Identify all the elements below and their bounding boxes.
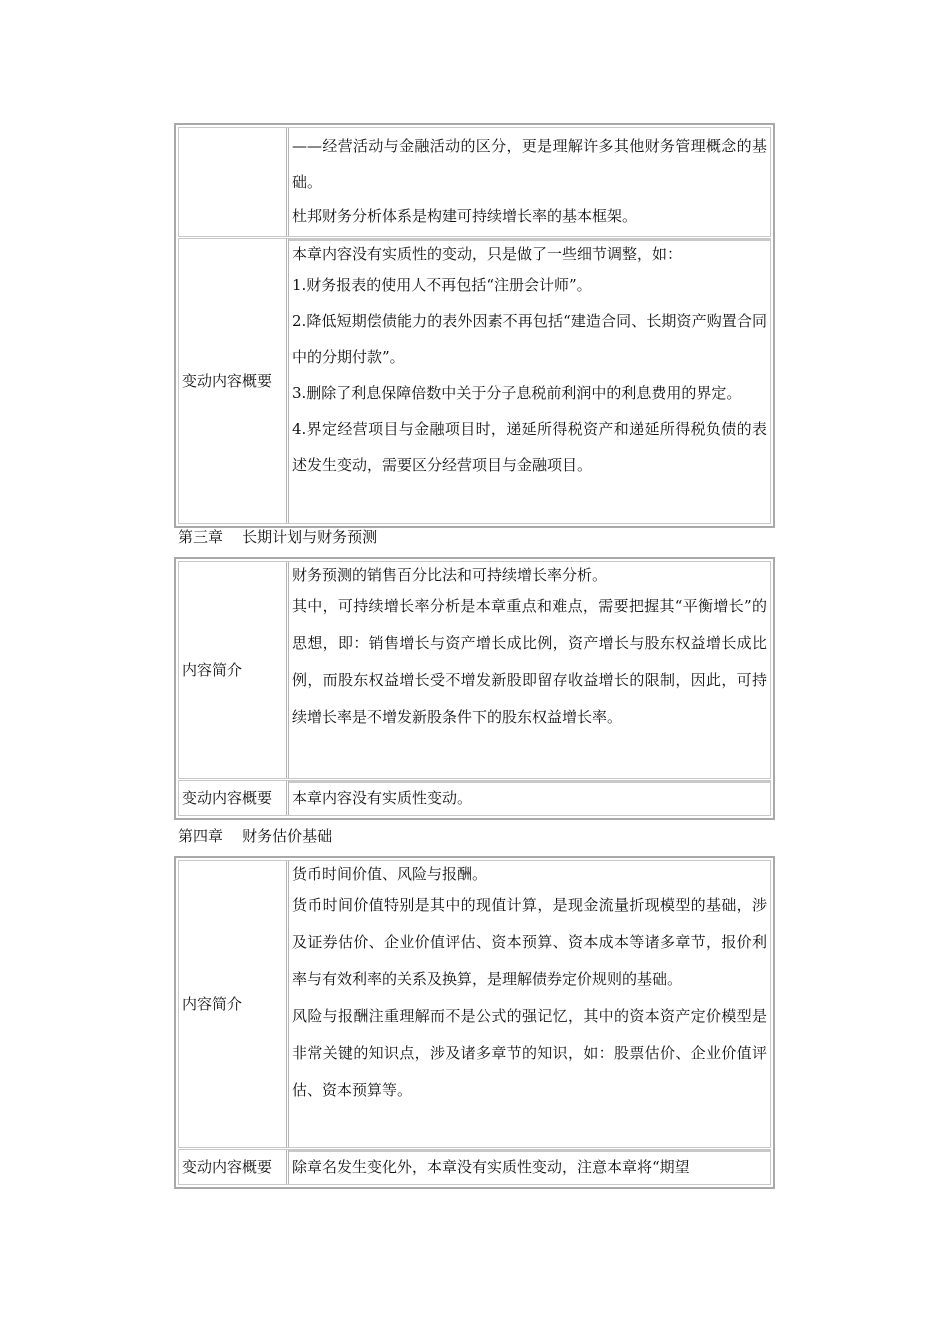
- chapter4-table: [174, 856, 775, 1189]
- paragraph: 财务预测的销售百分比法和可持续增长率分析。: [292, 566, 608, 584]
- row-content: [289, 562, 770, 778]
- paragraph: 杜邦财务分析体系是构建可持续增长率的基本框架。: [292, 207, 638, 225]
- chapter-4-heading: 第四章 财务估价基础: [178, 827, 333, 845]
- row-content: [289, 128, 770, 236]
- row-content: [289, 781, 770, 815]
- chapter-3-heading: 第三章 长期计划与财务预测: [178, 528, 378, 546]
- paragraph: 本章内容没有实质性的变动，只是做了一些细节调整，如：: [292, 245, 683, 263]
- paragraph: 风险与报酬注重理解而不是公式的强记忆，其中的资本资产定价模型是非常关键的知识点，涉及诸多章节的知识，如：股票估价、企业价值评估、资本预算等。: [292, 1007, 767, 1099]
- table-row: [178, 238, 771, 524]
- row-label: 内容简介: [179, 861, 289, 1147]
- paragraph: 货币时间价值特别是其中的现值计算，是现金流量折现模型的基础，涉及证券估价、企业价值评估、资本预算、资本成本等诸多章节，报价利率与有效利率的关系及换算，是理解债券定价规则的基础。: [292, 896, 767, 988]
- table-row: [178, 127, 771, 237]
- paragraph: ——经营活动与金融活动的区分，更是理解许多其他财务管理概念的基础。: [292, 137, 767, 191]
- paragraph: 其中，可持续增长率分析是本章重点和难点，需要把握其“平衡增长”的思想，即：销售增长与资产增长成比例，资产增长与股东权益增长成比例，而股东权益增长受不增发新股即留存收益增长的限制，因此，可持续增长率是不增发新股条件下的股东权益增长率。: [292, 597, 767, 726]
- row-content: [289, 861, 770, 1147]
- row-label: 变动内容概要: [179, 1150, 289, 1184]
- paragraph: 除章名发生变化外，本章没有实质性变动，注意本章将“期望: [292, 1158, 690, 1176]
- paragraph: 1.财务报表的使用人不再包括“注册会计师”。: [292, 276, 592, 294]
- paragraph: 3.删除了利息保障倍数中关于分子息税前利润中的利息费用的界定。: [292, 384, 742, 402]
- table-row: [178, 1149, 771, 1185]
- paragraph: 货币时间价值、风险与报酬。: [292, 865, 488, 883]
- row-content: [289, 1150, 770, 1184]
- table-row: [178, 561, 771, 779]
- paragraph: 4.界定经营项目与金融项目时，递延所得税资产和递延所得税负债的表述发生变动，需要区分经营项目与金融项目。: [292, 420, 767, 474]
- row-content: [289, 239, 770, 523]
- table-row: [178, 860, 771, 1148]
- row-label: 变动内容概要: [179, 781, 289, 815]
- paragraph: 2.降低短期偿债能力的表外因素不再包括“建造合同、长期资产购置合同中的分期付款”。: [292, 312, 767, 366]
- row-label: 内容简介: [179, 562, 289, 778]
- row-label: 变动内容概要: [179, 239, 289, 523]
- table-row: [178, 780, 771, 816]
- chapter3-table: [174, 557, 775, 820]
- paragraph: 本章内容没有实质性变动。: [292, 789, 473, 807]
- chapter2-table: [174, 123, 775, 528]
- row-label: [179, 128, 289, 236]
